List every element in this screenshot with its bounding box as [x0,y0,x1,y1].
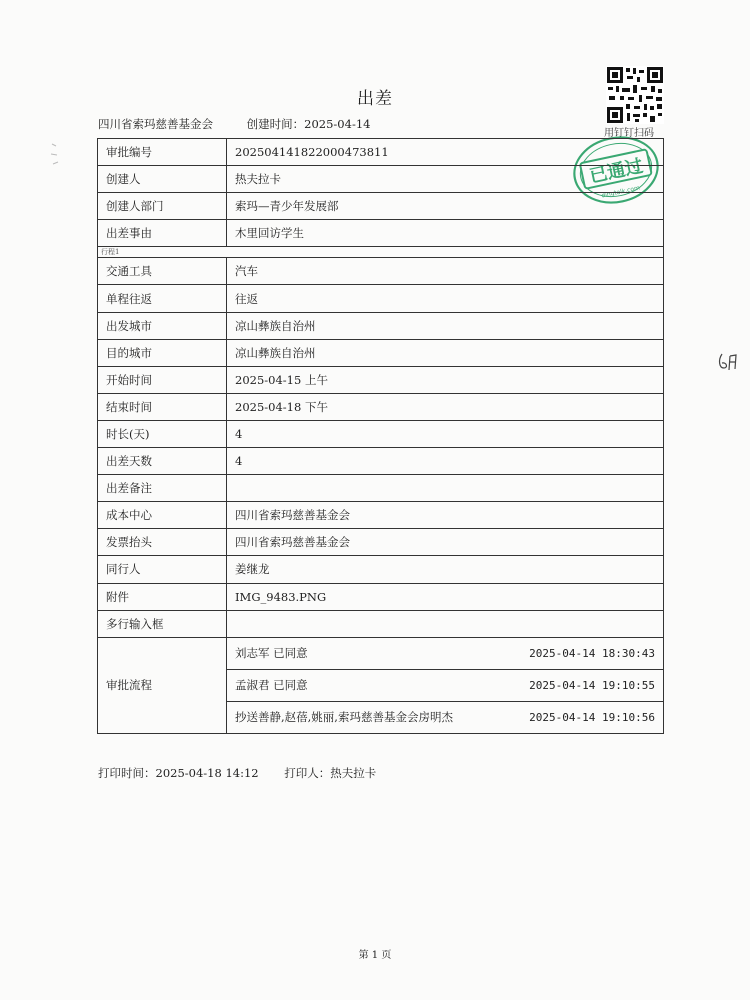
form-row [98,366,664,393]
handwritten-mark [716,350,744,374]
section-row [98,247,664,258]
field-value: 2025-04-18 下午 [227,393,664,420]
approval-flow-row [98,637,664,733]
field-label: 创建人部门 [98,193,227,220]
printer [284,766,376,780]
form-row [98,220,664,247]
printer-label: 打印人： [284,766,331,780]
form-row [98,258,664,285]
form-row [98,166,664,193]
field-value: IMG_9483.PNG [227,583,664,610]
created-date: 2025-04-14 [304,117,371,131]
document-title: 出差 [357,89,393,109]
org-name: 四川省索玛慈善基金会 [98,117,213,131]
print-time [98,766,259,780]
field-value: 往返 [227,285,664,312]
form-row [98,312,664,339]
field-value: 四川省索玛慈善基金会 [227,502,664,529]
field-value [227,610,664,637]
field-value: 4 [227,420,664,447]
scan-mark [48,140,68,180]
approval-step-text: 孟淑君 已同意 [235,678,308,693]
page-number: 第 1 页 [358,950,392,961]
field-label: 目的城市 [98,339,227,366]
form-row [98,339,664,366]
field-value: 4 [227,448,664,475]
field-label: 出差事由 [98,220,227,247]
field-value: 木里回访学生 [227,220,664,247]
form-row [98,420,664,447]
field-label: 附件 [98,583,227,610]
created-time [247,117,371,131]
stamp-text: 已通过 [587,155,645,188]
approval-step [227,638,663,670]
printer-value: 热夫拉卡 [330,766,377,780]
form-row [98,502,664,529]
print-info [98,765,398,781]
form-row [98,448,664,475]
field-label: 时长(天) [98,420,227,447]
field-label: 审批编号 [98,139,227,166]
field-value: 姜继龙 [227,556,664,583]
approval-step-text: 抄送善静,赵蓓,姚丽,索玛慈善基金会房明杰 [235,710,453,725]
section-label: 行程1 [98,247,664,258]
field-value: 索玛—青少年发展部 [227,193,664,220]
travel-approval-table [97,138,664,734]
approval-step-text: 刘志军 已同意 [235,646,308,661]
stamp-subtext: dingtalk.com [600,184,641,200]
field-label: 开始时间 [98,366,227,393]
field-label: 发票抬头 [98,529,227,556]
field-value: 汽车 [227,258,664,285]
print-time-label: 打印时间： [98,766,156,780]
field-label: 结束时间 [98,393,227,420]
approval-flow-steps [227,637,664,733]
field-label: 出差天数 [98,448,227,475]
created-label: 创建时间： [246,117,305,131]
qr-caption: 用钉钉扫码 [604,128,654,139]
field-label: 同行人 [98,556,227,583]
field-label: 成本中心 [98,502,227,529]
field-label: 出发城市 [98,312,227,339]
approval-step-time: 2025-04-14 18:30:43 [529,646,655,660]
field-label: 多行输入框 [98,610,227,637]
form-row [98,285,664,312]
approval-flow-label: 审批流程 [98,637,227,733]
field-value: 四川省索玛慈善基金会 [227,529,664,556]
field-value: 凉山彝族自治州 [227,339,664,366]
form-row [98,610,664,637]
field-label: 创建人 [98,166,227,193]
form-row [98,583,664,610]
approval-step-time: 2025-04-14 19:10:56 [529,710,655,724]
approval-step-time: 2025-04-14 19:10:55 [529,678,655,692]
org-line [98,116,400,132]
field-label: 单程往返 [98,285,227,312]
field-value: 202504141822000473811 [227,139,664,166]
field-label: 交通工具 [98,258,227,285]
form-row [98,193,664,220]
field-value: 热夫拉卡 [227,166,664,193]
form-row [98,393,664,420]
approval-step [227,670,663,702]
form-row [98,529,664,556]
field-value: 2025-04-15 上午 [227,366,664,393]
qr-code-icon [606,66,664,124]
form-row [98,139,664,166]
form-row [98,475,664,502]
approval-step [227,702,663,733]
field-label: 出差备注 [98,475,227,502]
field-value: 凉山彝族自治州 [227,312,664,339]
print-time-value: 2025-04-18 14:12 [155,766,259,780]
field-value [227,475,664,502]
form-row [98,556,664,583]
